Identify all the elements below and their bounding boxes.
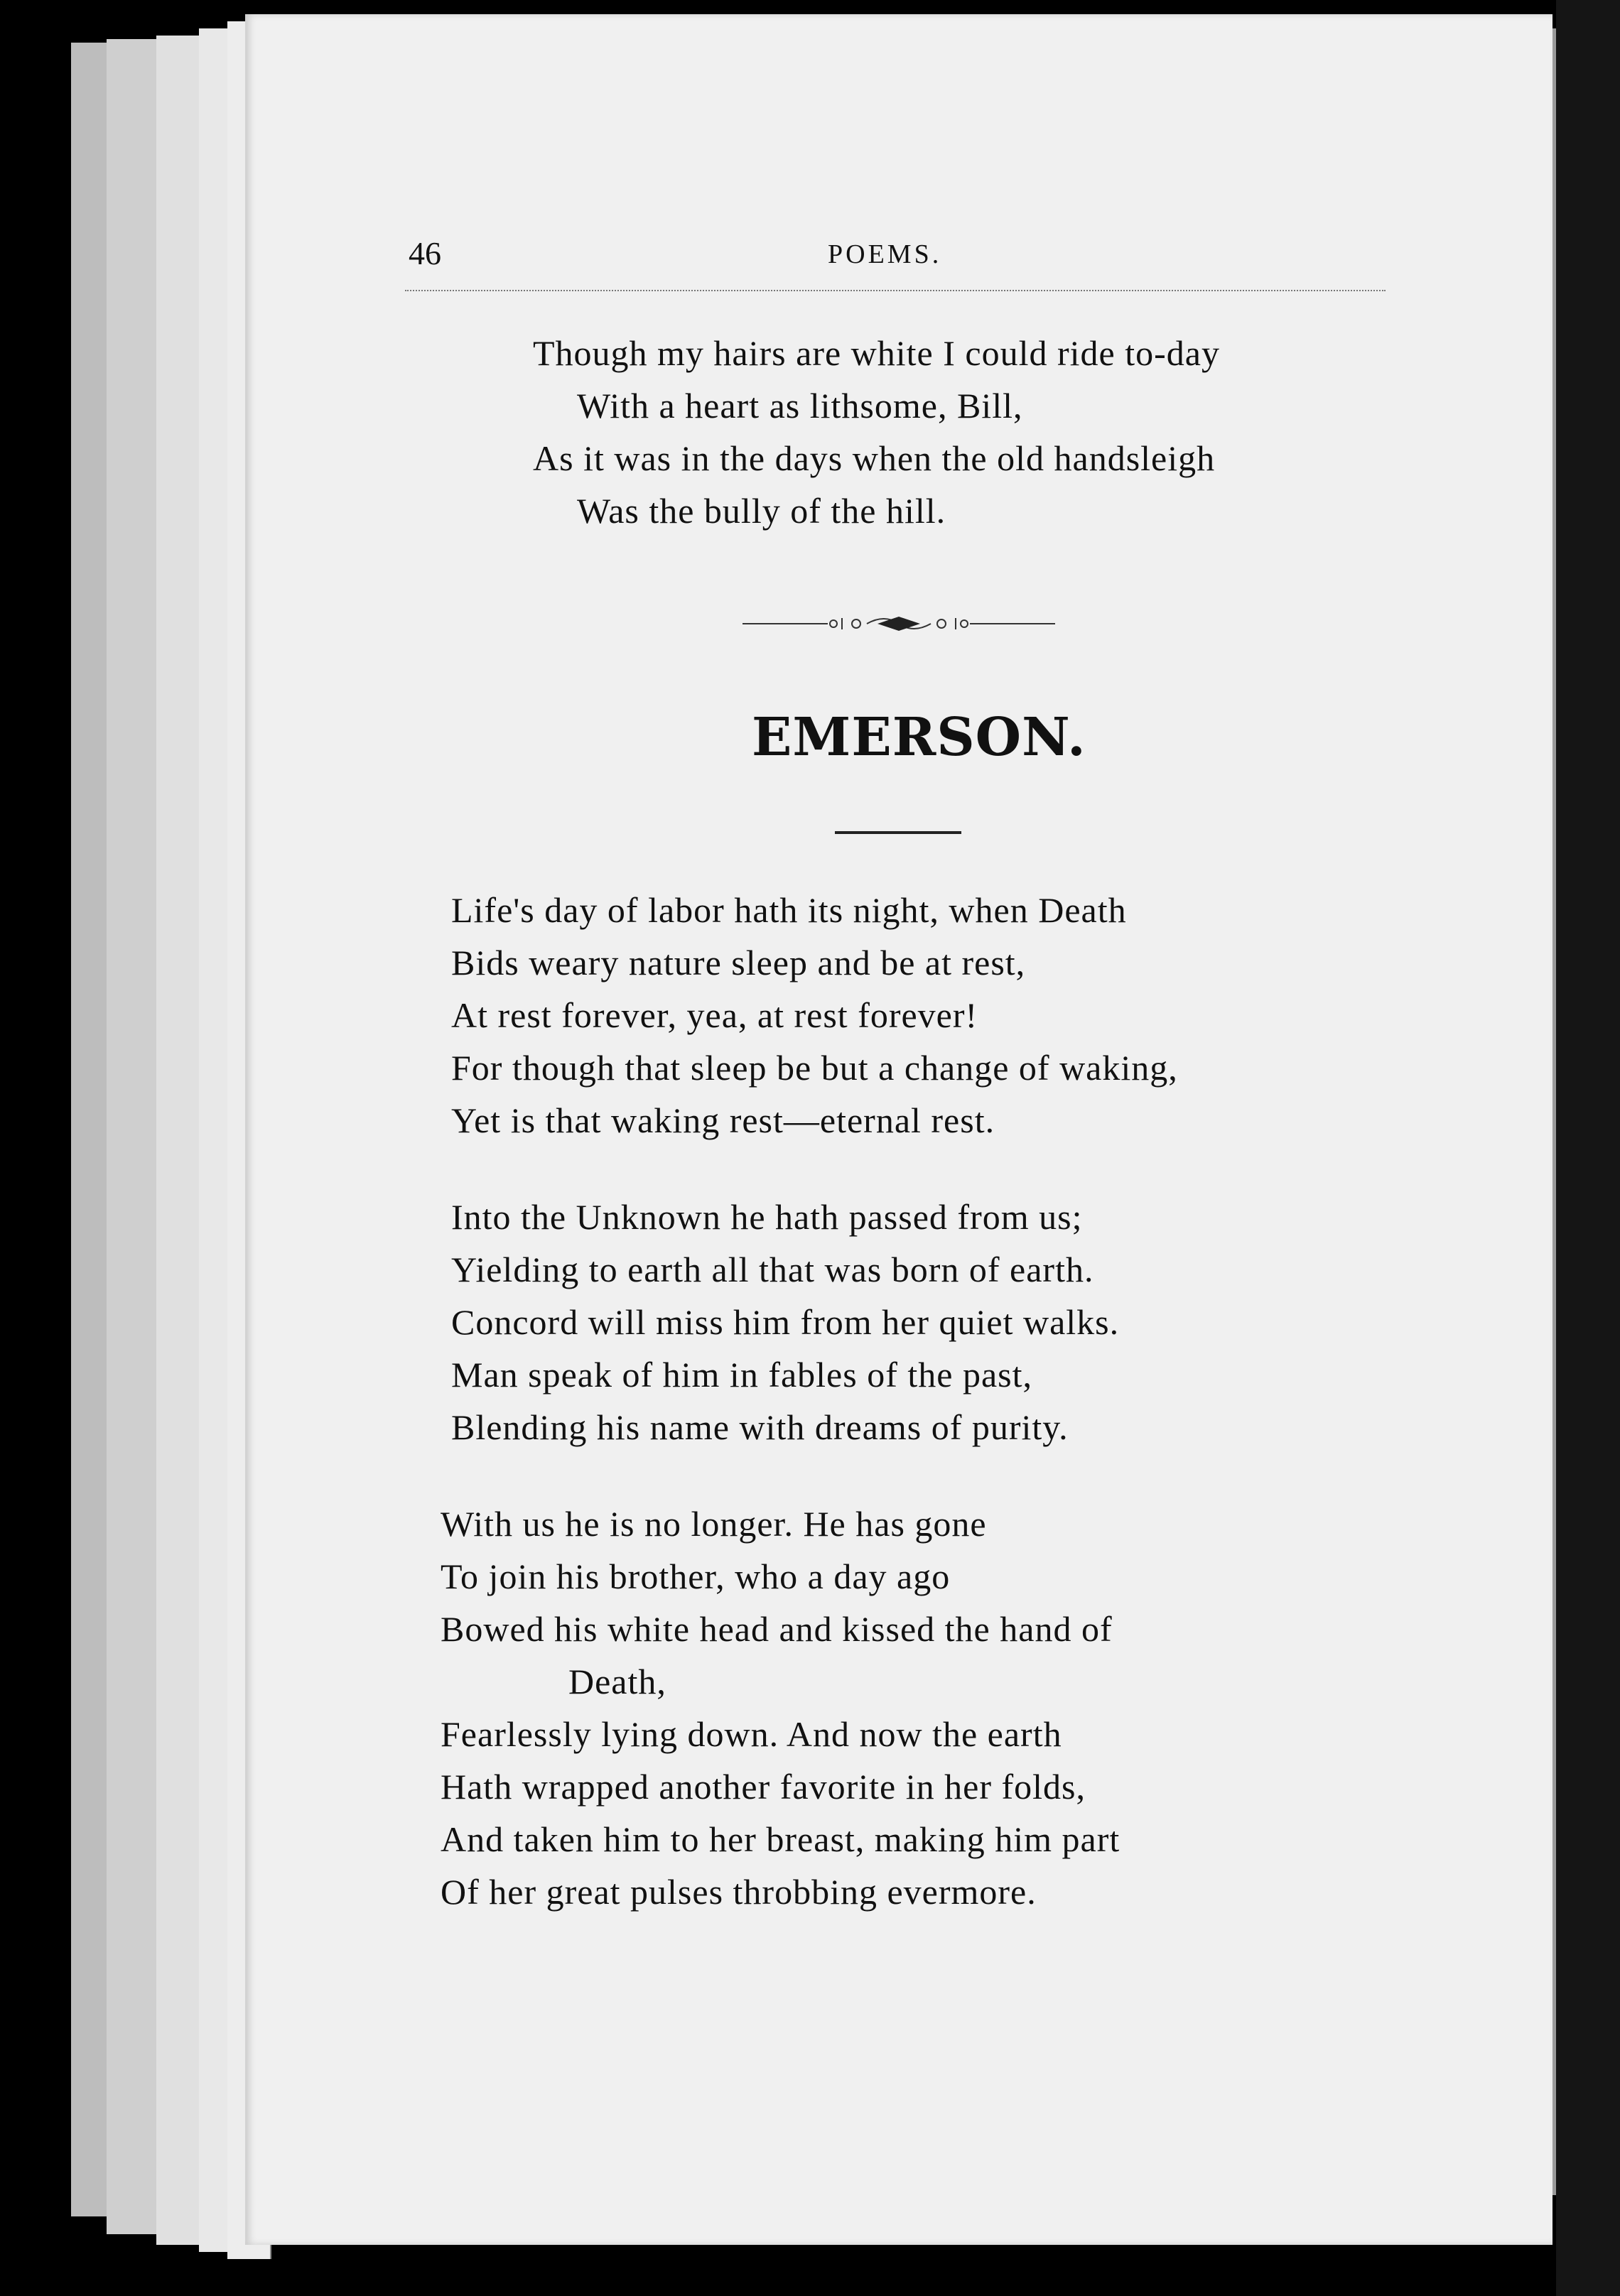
verse-line: Man speak of him in fables of the past, — [451, 1355, 1032, 1395]
verse-line: Yet is that waking rest—eternal rest. — [451, 1100, 995, 1140]
poem-title: EMERSON. — [752, 707, 1086, 768]
verse-line: Though my hairs are white I could ride to-day — [533, 333, 1220, 373]
previous-poem-ending — [533, 327, 1220, 537]
book-page — [245, 14, 1552, 2245]
ornament-divider — [742, 608, 1055, 639]
verse-line: Hath wrapped another favorite in her folds, — [441, 1767, 1086, 1807]
verse-line: Life's day of labor hath its night, when Death — [451, 890, 1127, 930]
verse-line: Blending his name with dreams of purity. — [451, 1407, 1069, 1447]
verse-line: Concord will miss him from her quiet walks. — [451, 1302, 1120, 1342]
verse-line: Into the Unknown he hath passed from us; — [451, 1197, 1083, 1237]
title-rule — [835, 831, 961, 834]
verse-line: Death, — [568, 1662, 666, 1701]
stanza — [441, 1498, 1120, 1918]
verse-line: Of her great pulses throbbing evermore. — [441, 1872, 1037, 1912]
verse-line: Was the bully of the hill. — [577, 491, 946, 531]
stanza — [451, 1191, 1119, 1453]
running-head: POEMS. — [828, 239, 942, 269]
verse-line: For though that sleep be but a change of waking, — [451, 1048, 1178, 1088]
stanza — [451, 884, 1178, 1147]
verse-line: At rest forever, yea, at rest forever! — [451, 995, 978, 1035]
verse-line: Fearlessly lying down. And now the earth — [441, 1714, 1062, 1754]
verse-line: As it was in the days when the old handsleigh — [533, 438, 1216, 478]
book-binding — [1556, 0, 1620, 2296]
header-rule — [405, 290, 1386, 291]
verse-line: With us he is no longer. He has gone — [441, 1504, 987, 1544]
verse-line: To join his brother, who a day ago — [441, 1556, 951, 1596]
verse-line: With a heart as lithsome, Bill, — [577, 386, 1023, 426]
verse-line: Bids weary nature sleep and be at rest, — [451, 943, 1026, 982]
verse-line: And taken him to her breast, making him part — [441, 1819, 1120, 1859]
verse-line: Yielding to earth all that was born of earth. — [451, 1250, 1094, 1289]
page-number: 46 — [409, 235, 441, 271]
verse-line: Bowed his white head and kissed the hand of — [441, 1609, 1113, 1649]
